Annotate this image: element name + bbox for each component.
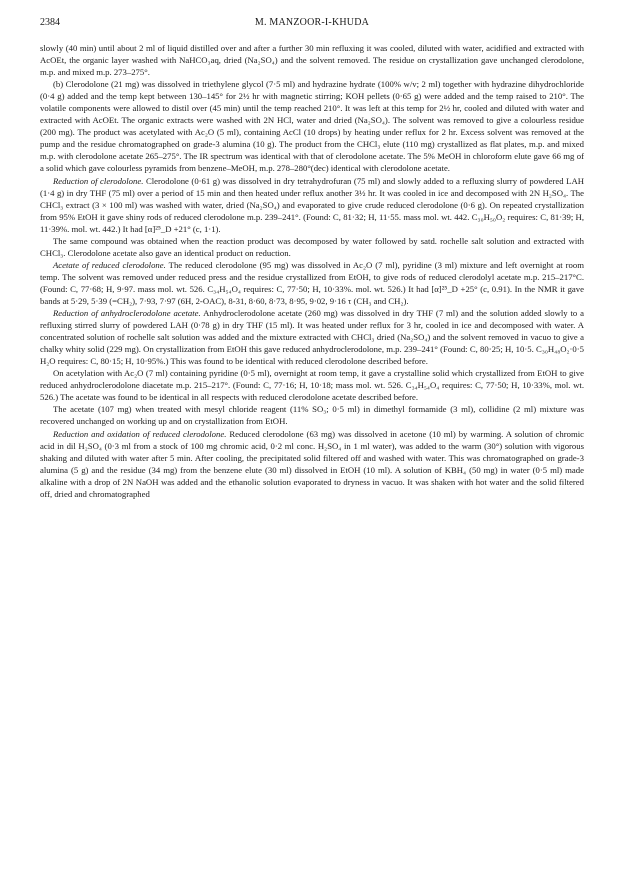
paragraph-7	[40, 367, 584, 403]
paragraph-4	[40, 235, 584, 259]
section-title: Reduction of anhydroclerodolone acetate.	[53, 308, 201, 319]
section-title: Reduction of clerodolone.	[53, 175, 144, 186]
paragraph-2	[40, 78, 584, 174]
section-title: Reduction and oxidation of reduced clerodolone.	[53, 428, 227, 439]
paragraph-1	[40, 42, 584, 78]
paragraph-3	[40, 175, 584, 235]
body-text	[40, 42, 584, 500]
paragraph-text: slowly (40 min) until about 2 ml of liquid distilled over and after a further 30 min refluxing it was cooled, diluted with water, acidified and extracted with AcOEt, the organic layer washed with NaHCO₃aq, dried (Na₂SO₄) and the solvent removed. The residue on crystallization gave unchanged clerodolone, m.p. and mixed m.p. 273–275°.	[40, 43, 584, 78]
paragraph-text: Reduced clerodolone (63 mg) was dissolved in acetone (10 ml) by warming. A solution of chromic acid in dil H₂SO₄ (0·3 ml from a stock of 100 mg chromic acid, 0·2 ml conc. H₂SO₄ in 1 ml water), was added to the warm (30°) solution with vigorous shaking and diluted with water after 5 min. After cooling, the precipitated solid filtered off and washed with water. This was chromatographed on grade-3 alumina (5 g) and the residue (34 mg) from the benzene elute (30 ml) dissolved in EtOH (10 ml). A solution of KBH₄ (50 mg) in water (0·5 ml) made alkaline with a drop of 2N NaOH was added and the ethanolic solution evaporated to dryness in vacuo. It was shaken with hot water and the solid filtered off, dried and chromatographed	[40, 428, 585, 499]
paragraph-text: The acetate (107 mg) when treated with mesyl chloride reagent (11% SO₃; 0·5 ml) in dimethyl formamide (3 ml), collidine (2 ml) mixture was recovered unchanged on working up and on crystallization from EtOH.	[40, 404, 584, 427]
paragraph-text: (b) Clerodolone (21 mg) was dissolved in triethylene glycol (7·5 ml) and hydrazine hydrate (100% w/v; 2 ml) together with hydrazine dihydrochloride (0·4 g) added and the temp kept between 130–145° for 2½ hr with magnetic stirring; KOH pellets (0·65 g) were added and the temp raised to 210°. The volatile components were allowed to distil over (45 min) until the temp reached 210°. It was left at this temp for 2½ hr, cooled and diluted with water and extracted with AcOEt. The organic extracts were washed with 2N HCl, water and dried (Na₂SO₄). The solvent was removed to give a colourless residue (200 mg). The product was acetylated with Ac₂O (5 ml), containing AcCl (10 drops) by heating under reflux for 2 hr. Excess solvent was removed at the pump and the residue chromatographed on grade-3 alumina (10 g). The product from the CHCl₃ elute (110 mg) crystallized as flat plates, m.p. and mixed m.p. with clerodolone acetate 265–275°. The IR spectrum was identical with that of clerodolone acetate. The 5% MeOH in chloroform elute gave 66 mg of a solid which gave colourless pyramids from benzene–MeOH, m.p. 278–280°(dec) identical with clerodolone acetate.	[40, 79, 584, 174]
paragraph-text: On acetylation with Ac₂O (7 ml) containing pyridine (0·5 ml), overnight at room temp, it gave a crystalline solid which crystallized from EtOH to give reduced anhydroclerodolone diacetate m.p. 215–217°. (Found: C, 77·16; H, 10·18; mass mol. wt. 526. C₃₄H₅₄O₄ requires: C, 77·50; H, 10·33%, mol. wt. 526.) The acetate was found to be identical in all respects with reduced clerodolone acetate described before.	[40, 368, 584, 403]
paragraph-9	[40, 428, 584, 500]
section-title: Acetate of reduced clerodolone.	[53, 259, 166, 270]
paragraph-text: The reduced clerodolone (95 mg) was dissolved in Ac₂O (7 ml), pyridine (3 ml) mixture and left overnight at room temp. The solvent was removed under reduced press and the residue crystallized from EtOH, to give rods of reduced clerodolyl acetate m.p. 215–217°C. (Found: C, 77·68; H, 9·97. mass mol. wt. 526. C₃₄H₅₄O₄ requires: C, 77·50; H, 10·33%. mol. wt. 526.) It had [α]²⁵_D +25° (c, 0.91). In the NMR it gave bands at 5·29, 5·39 (=CH₂), 7·93, 7·97 (6H, 2-OAC), 8-31, 8·60, 8·73, 8·95, 9·02, 9·16 τ (CH₃ and CH₂).	[40, 259, 585, 306]
paragraph-5	[40, 259, 584, 307]
running-head: M. MANZOOR-I-KHUDA	[254, 17, 370, 28]
page-number: 2384	[40, 17, 60, 28]
paragraph-6	[40, 307, 584, 367]
paragraph-text: Clerodolone (0·61 g) was dissolved in dry tetrahydrofuran (75 ml) and slowly added to a refluxing slurry of powdered LAH (1·4 g) in dry THF (75 ml) over a period of 15 min and then heated under reflux another 3½ hr. It was cooled in ice and decomposed with 2N H₂SO₄. The CHCl₃ extract (3 × 100 ml) was washed with water, dried (Na₂SO₄) and evaporated to give crude reduced clerodolone (0·6 g). On repeated crystallization from 95% EtOH it gave shiny rods of reduced clerodolone m.p. 239–241°. (Found: C, 81·32; H, 11·55. mass mol. wt. 442. C₃₀H₅₀O₂ requires: C, 81·39; H, 11·39%. mol. wt. 442.) It had [α]²⁵_D +21° (c, 1·1).	[40, 175, 584, 234]
paragraph-text: Anhydroclerodolone acetate (260 mg) was dissolved in dry THF (7 ml) and the solution added slowly to a refluxing stirred slurry of powdered LAH (0·78 g) in dry THF (15 ml). It was heated under reflux for 3 hr, cooled in ice and decomposed with water. A concentrated solution of rochelle salt solution was added and the mixture extracted with CHCl₃ dried (Na₂SO₄) and the solvent removed in vacuo to give a chalky whity solid (229 mg). On crystallization from EtOH this gave reduced anhydroclerodolone, m.p. 239–241° (Found: C, 80·25; H, 10·5. C₃₀H₄₈O₂·0·5 H₂O requires: C, 80·15; H, 10·95%.) This was found to be identical with reduced clerodolone described before.	[40, 308, 584, 367]
page-header	[40, 17, 584, 31]
paragraph-8	[40, 403, 584, 427]
paragraph-text: The same compound was obtained when the reaction product was decomposed by water followed by satd. rochelle salt solution and extracted with CHCl₃. Clerodolone acetate also gave an identical product on reduction.	[40, 235, 584, 258]
